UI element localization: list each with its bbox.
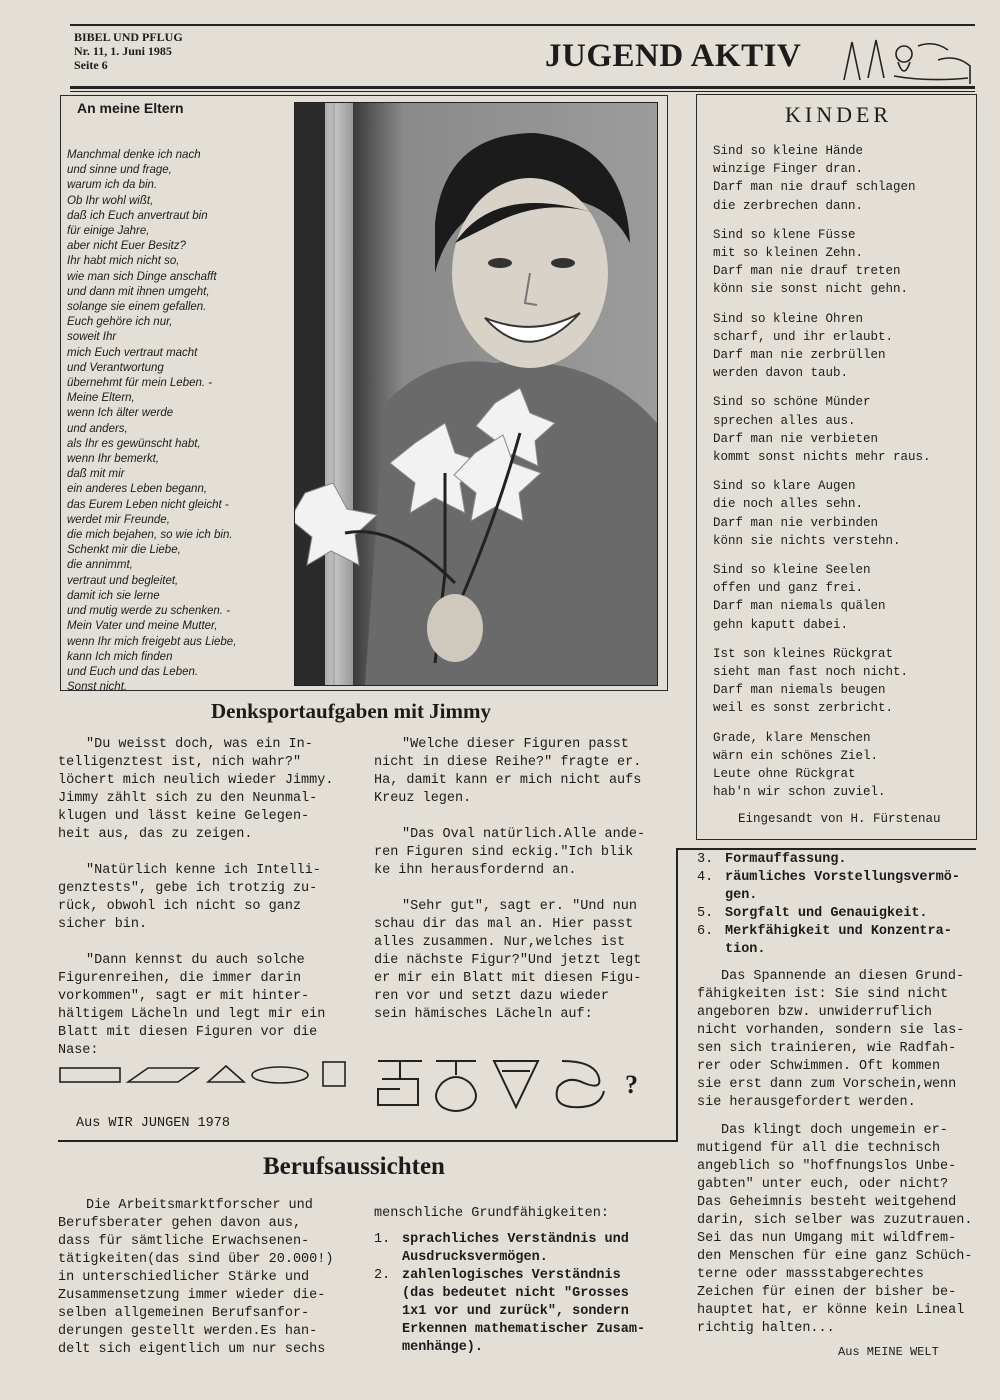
text-line: Formauffassung. [725, 852, 847, 867]
kinder-title: KINDER [785, 102, 893, 127]
kinder-line: Darf man nie drauf schlagen [713, 180, 916, 195]
text-line: zahlenlogisches Verständnis [402, 1268, 621, 1283]
text-line: "Natürlich kenne ich Intelli- [86, 863, 321, 878]
paragraph [374, 736, 664, 808]
kinder-stanza [713, 142, 971, 215]
publication-name: BIBEL UND PFLUG [74, 30, 183, 44]
text-line: rer oder Schwimmen. Oft kommen [697, 1059, 941, 1074]
paragraph [374, 826, 664, 880]
list-item [697, 851, 975, 869]
letter-line: mich Euch vertraut macht [67, 346, 198, 359]
text-line: gen. [725, 888, 758, 903]
list-item [697, 923, 975, 959]
text-line: "Welche dieser Figuren passt [402, 737, 629, 752]
text-line: telligenztest ist, nich wahr?" [58, 755, 302, 770]
text-line: Das klingt doch ungemein er- [721, 1123, 948, 1138]
rectangle-figure [60, 1068, 120, 1082]
text-line: sprachliches Verständnis und [402, 1232, 629, 1247]
paragraph [58, 952, 346, 1060]
text-line: terne oder massstabgerechtes [697, 1267, 924, 1282]
kinder-line: kommt sonst nichts mehr raus. [713, 450, 931, 465]
kinder-line: werden davon taub. [713, 366, 849, 381]
text-line: schau dir das mal an. Hier passt [374, 917, 634, 932]
denksport-column-2 [374, 736, 664, 1042]
letter-line: wenn Ihr bemerkt, [67, 453, 160, 466]
kinder-line: offen und ganz frei. [713, 581, 864, 596]
kinder-line: wärn ein schönes Ziel. [713, 748, 879, 763]
letter-line: das Eurem Leben nicht gleicht - [67, 498, 229, 511]
question-mark: ? [625, 1070, 638, 1099]
text-line: den Menschen für eine ganz Schüch- [697, 1249, 973, 1264]
letter-line: Sonst nicht. [67, 681, 128, 694]
top-rule [70, 24, 975, 26]
kinder-line: könn sie nichts verstehn. [713, 533, 901, 548]
triangle-figure [208, 1066, 244, 1082]
list-top-rule [676, 848, 976, 850]
text-line: sein hämisches Lächeln auf: [374, 1007, 593, 1022]
kinder-credit: Eingesandt von H. Fürstenau [738, 812, 941, 826]
letter-line: vertraut und begleitet, [67, 574, 179, 587]
paragraph [374, 898, 664, 1024]
text-line: "Du weisst doch, was ein In- [86, 737, 313, 752]
list-item [374, 1231, 664, 1267]
text-line: Kreuz legen. [374, 791, 472, 806]
kinder-line: weil es sonst zerbricht. [713, 701, 894, 716]
letter-line: als Ihr es gewünscht habt, [67, 437, 201, 450]
beruf-intro: menschliche Grundfähigkeiten: [374, 1206, 609, 1221]
kinder-stanza [713, 393, 971, 466]
paragraph [697, 968, 975, 1112]
paragraph [58, 736, 346, 844]
text-line: Jimmy zählt sich zu den Neunmal- [58, 791, 318, 806]
list-text [402, 1267, 645, 1357]
text-line: selben allgemeinen Berufsanfor- [58, 1306, 310, 1321]
kinder-stanza [713, 477, 971, 550]
list-text [725, 905, 928, 923]
square-figure [323, 1062, 345, 1086]
text-line: tion. [725, 942, 766, 957]
text-line: richtig halten... [697, 1321, 835, 1336]
text-line: Merkfähigkeit und Konzentra- [725, 924, 952, 939]
letter-line: Schenkt mir die Liebe, [67, 544, 181, 557]
parallelogram-figure [128, 1068, 198, 1082]
list-item [697, 905, 975, 923]
list-text [725, 923, 952, 959]
kinder-line: Darf man nie drauf treten [713, 264, 901, 279]
letter-line: wie man sich Dinge anschafft [67, 270, 217, 283]
beruf-title: Berufsaussichten [263, 1153, 445, 1180]
kinder-line: sprechen alles aus. [713, 413, 856, 428]
letter-line: die annimmt, [67, 559, 133, 572]
letter-title: An meine Eltern [77, 100, 184, 116]
letter-line: für einige Jahre, [67, 225, 150, 238]
kinder-line: Sind so kleine Seelen [713, 563, 871, 578]
list-item [697, 869, 975, 905]
kinder-line: Darf man nie zerbrüllen [713, 348, 886, 363]
beruf-list-part-1 [374, 1231, 664, 1357]
text-line: "Sehr gut", sagt er. "Und nun [402, 899, 637, 914]
figure-c [494, 1061, 538, 1107]
text-line: vorkommen", sagt er mit hinter- [58, 989, 310, 1004]
letter-line: Ihr habt mich nicht so, [67, 255, 180, 268]
letter-line: damit ich sie lerne [67, 589, 160, 602]
text-line: Die Arbeitsmarktforscher und [86, 1198, 313, 1213]
list-number: 2. [374, 1268, 391, 1283]
text-line: darin, sich selber was zuzutrauen. [697, 1213, 973, 1228]
text-line: angeboren bzw. unwiderruflich [697, 1005, 932, 1020]
text-line: Figurenreihen, die immer darin [58, 971, 302, 986]
text-line: klugen und lässt keine Gelegen- [58, 809, 310, 824]
text-line: Blatt mit diesen Figuren vor die [58, 1025, 318, 1040]
kinder-line: hab'n wir schon zuviel. [713, 785, 886, 800]
denksport-source: Aus WIR JUNGEN 1978 [76, 1116, 230, 1131]
text-line: sen sich trainieren, wie Radfah- [697, 1041, 957, 1056]
text-line: hältigem Lächeln und legt mir ein [58, 1007, 326, 1022]
text-line: fähigkeiten ist: Sie sind nicht [697, 987, 949, 1002]
text-line: delt sich eigentlich um nur sechs [58, 1342, 326, 1357]
text-line: dass für sämtliche Erwachsenen- [58, 1234, 310, 1249]
kinder-line: die zerbrechen dann. [713, 198, 864, 213]
figure-row-2 [372, 1053, 617, 1113]
kinder-stanza [713, 561, 971, 634]
letter-line: Manchmal denke ich nach [67, 149, 201, 161]
kinder-line: sieht man fast noch nicht. [713, 665, 909, 680]
text-line: Nase: [58, 1043, 99, 1058]
letter-line: kann Ich mich finden [67, 650, 173, 663]
masthead-rule [70, 86, 975, 89]
kinder-line: Leute ohne Rückgrat [713, 767, 856, 782]
letter-line: und Euch und das Leben. [67, 665, 199, 678]
letter-line: und Verantwortung [67, 361, 164, 374]
kinder-stanza [713, 645, 971, 718]
denksport-column-1 [58, 736, 346, 1078]
section-title: JUGEND AKTIV [545, 38, 802, 74]
masthead-illustration [838, 30, 978, 92]
text-line: alles zusammen. Nur,welches ist [374, 935, 626, 950]
text-line: hauptet hat, er könne kein Lineal [697, 1303, 965, 1318]
letter-line: ein anderes Leben begann, [67, 483, 208, 496]
letter-line: und mutig werde zu schenken. - [67, 605, 231, 618]
text-line: (das bedeutet nicht "Grosses [402, 1286, 629, 1301]
beruf-list-part-2 [697, 851, 975, 959]
text-line: tätigkeiten(das sind über 20.000!) [58, 1252, 334, 1267]
kinder-line: gehn kaputt dabei. [713, 617, 849, 632]
kinder-line: die noch alles sehn. [713, 497, 864, 512]
text-line: die nächste Figur?"Und jetzt legt [374, 953, 642, 968]
letter-line: soweit Ihr [67, 331, 117, 344]
letter-line: Meine Eltern, [67, 392, 135, 405]
text-line: nicht vorhanden, sondern sie las- [697, 1023, 965, 1038]
text-line: räumliches Vorstellungsvermö- [725, 870, 960, 885]
list-number: 1. [374, 1232, 391, 1247]
text-line: Ha, damit kann er mich nicht aufs [374, 773, 642, 788]
beruf-source: Aus MEINE WELT [838, 1345, 939, 1359]
text-line: Sei das nun Umgang mit wildfrem- [697, 1231, 957, 1246]
denksport-title: Denksportaufgaben mit Jimmy [211, 699, 492, 723]
text-line: gabten" unter euch, oder nicht? [697, 1177, 949, 1192]
kinder-line: Sind so kleine Hände [713, 144, 864, 158]
text-line: Erkennen mathematischer Zusam- [402, 1322, 646, 1337]
kinder-line: Grade, klare Menschen [713, 730, 871, 745]
kinder-line: scharf, und ihr erlaubt. [713, 329, 894, 344]
letter-line: wenn Ihr mich freigebt aus Liebe, [67, 635, 237, 648]
text-line: angeblich so "hoffnungslos Unbe- [697, 1159, 957, 1174]
beruf-column-1 [58, 1197, 348, 1359]
denksport-bottom-rule [58, 1140, 676, 1142]
text-line: Berufsberater gehen davon aus, [58, 1216, 302, 1231]
figure-d [557, 1061, 604, 1107]
text-line: heit aus, das zu zeigen. [58, 827, 253, 842]
list-number: 3. [697, 852, 714, 867]
text-line: mutigend für all die technisch [697, 1141, 941, 1156]
letter-line: die mich bejahen, so wie ich bin. [67, 529, 233, 542]
text-line: Das Spannende an diesen Grund- [721, 969, 965, 984]
text-line: in unterschiedlicher Stärke und [58, 1270, 310, 1285]
masthead-rule-thin [70, 91, 975, 92]
text-line: 1x1 vor und zurück", sondern [402, 1304, 629, 1319]
list-number: 5. [697, 906, 714, 921]
text-line: Sorgfalt und Genauigkeit. [725, 906, 928, 921]
letter-line: werdet mir Freunde, [67, 513, 170, 526]
text-line: Ausdrucksvermögen. [402, 1250, 548, 1265]
paragraph [58, 862, 346, 934]
kinder-stanza [713, 226, 971, 299]
text-line: ren vor und setzt dazu wieder [374, 989, 609, 1004]
text-line: derungen gestellt werden.Es han- [58, 1324, 318, 1339]
boy-photo [294, 102, 658, 686]
kinder-line: Sind so klene Füsse [713, 227, 856, 242]
kinder-line: Sind so kleine Ohren [713, 311, 864, 326]
kinder-stanza [713, 729, 971, 802]
text-line: sicher bin. [58, 917, 148, 932]
figure-row-1 [58, 1060, 358, 1090]
figure-b [436, 1061, 476, 1111]
text-line: Zeichen für einen der bisher be- [697, 1285, 957, 1300]
text-line: Zusammensetzung immer wieder die- [58, 1288, 326, 1303]
kinder-line: Sind so klare Augen [713, 479, 856, 494]
text-line: sie herausgefordert werden. [697, 1095, 916, 1110]
list-text [402, 1231, 629, 1267]
kinder-poem [713, 142, 971, 813]
kinder-line: Darf man nie verbieten [713, 431, 879, 446]
masthead-info [74, 30, 183, 72]
denksport-right-rule [676, 848, 678, 1142]
page-number: Seite 6 [74, 58, 108, 72]
letter-line: Mein Vater und meine Mutter, [67, 620, 218, 633]
list-text [725, 869, 960, 905]
letter-line: übernehmt für mein Leben. - [67, 377, 213, 390]
list-number: 6. [697, 924, 714, 939]
letter-line: wenn Ich älter werde [67, 407, 174, 420]
kinder-line: mit so kleinen Zehn. [713, 246, 864, 261]
kinder-line: Darf man nie verbinden [713, 515, 879, 530]
list-number: 4. [697, 870, 714, 885]
kinder-line: könn sie sonst nicht gehn. [713, 282, 909, 297]
text-line: genztests", gebe ich trotzig zu- [58, 881, 318, 896]
kinder-line: Sind so schöne Münder [713, 395, 871, 410]
kinder-line: Ist son kleines Rückgrat [713, 646, 894, 661]
issue-date: Nr. 11, 1. Juni 1985 [74, 44, 172, 58]
text-line: nicht in diese Reihe?" fragte er. [374, 755, 642, 770]
text-line: "Das Oval natürlich.Alle ande- [402, 827, 646, 842]
kinder-line: Darf man niemals beugen [713, 683, 886, 698]
list-item [374, 1267, 664, 1357]
list-text [725, 851, 847, 869]
letter-line: Euch gehöre ich nur, [67, 316, 173, 329]
text-line: ren Figuren sind eckig."Ich blik [374, 845, 634, 860]
text-line: menhänge). [402, 1340, 484, 1355]
text-line: sie erst dann zum Vorschein,wenn [697, 1077, 957, 1092]
figure-a [378, 1061, 422, 1105]
letter-line: warum ich da bin. [67, 179, 158, 192]
kinder-line: Darf man niemals quälen [713, 599, 886, 614]
text-line: löchert mich neulich wieder Jimmy. [58, 773, 334, 788]
kinder-line: winzige Finger dran. [713, 162, 864, 177]
letter-poem [67, 148, 292, 695]
letter-line: Ob Ihr wohl wißt, [67, 194, 154, 207]
text-line: ke ihn herausfordernd an. [374, 863, 577, 878]
letter-line: solange sie einem gefallen. [67, 301, 207, 314]
letter-line: daß mit mir [67, 468, 125, 481]
text-line: Das Geheimnis besteht weitgehend [697, 1195, 957, 1210]
letter-line: und dann mit ihnen umgeht, [67, 285, 210, 298]
text-line: rück, obwohl ich nicht so ganz [58, 899, 302, 914]
letter-line: und sinne und frage, [67, 164, 172, 177]
kinder-stanza [713, 310, 971, 383]
letter-line: und anders, [67, 422, 128, 435]
text-line: er mir ein Blatt mit diesen Figu- [374, 971, 642, 986]
paragraph [697, 1122, 975, 1338]
letter-line: aber nicht Euer Besitz? [67, 240, 186, 253]
beruf-column-3 [697, 968, 975, 1348]
letter-line: daß ich Euch anvertraut bin [67, 209, 208, 222]
text-line: "Dann kennst du auch solche [86, 953, 305, 968]
oval-figure [252, 1067, 308, 1083]
